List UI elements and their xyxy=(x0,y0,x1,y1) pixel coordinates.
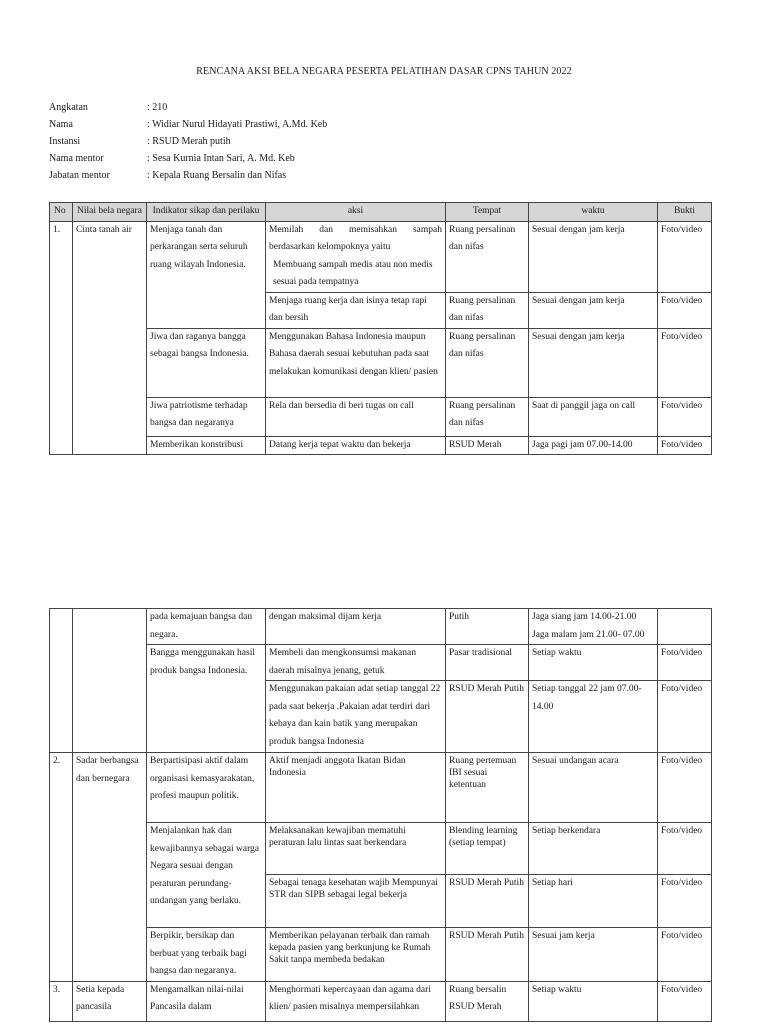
cell-tempat: RSUD Merah xyxy=(446,436,529,455)
table-row xyxy=(50,436,712,455)
cell-waktu: Sesuai dengan jam kerja xyxy=(529,221,658,292)
info-row xyxy=(49,167,327,184)
info-row xyxy=(49,133,327,150)
cell-aksi: dengan maksimal dijam kerja xyxy=(266,609,446,645)
cell-tempat: RSUD Merah Putih xyxy=(446,681,529,753)
info-label: Instansi xyxy=(49,136,81,147)
header-tempat: Tempat xyxy=(446,203,529,222)
table-row xyxy=(50,609,712,645)
cell-no: 1. xyxy=(50,221,73,455)
cell-bukti: Foto/video xyxy=(658,328,712,397)
info-block xyxy=(49,99,327,184)
table-row xyxy=(50,928,712,982)
header-aksi: aksi xyxy=(266,203,446,222)
cell-indikator: Berpartisipasi aktif dalam organisasi kemasyarakatan, profesi maupun politik. xyxy=(147,753,266,823)
info-row xyxy=(49,150,327,167)
document-title: RENCANA AKSI BELA NEGARA PESERTA PELATIHAN DASAR CPNS TAHUN 2022 xyxy=(196,66,572,77)
info-value: : 210 xyxy=(147,102,168,113)
cell-waktu: Sesuai jam kerja xyxy=(529,928,658,982)
cell-waktu: Setiap waktu xyxy=(529,645,658,681)
cell-nilai: Setia kepada pancasila xyxy=(73,981,147,1021)
cell-tempat: Ruang persalinan dan nifas xyxy=(446,221,529,292)
cell-waktu: Setiap hari xyxy=(529,875,658,928)
cell-waktu: Setiap tanggal 22 jam 07.00-14.00 xyxy=(529,681,658,753)
cell-indikator: Memberikan konstribusi xyxy=(147,436,266,455)
waktu-line: Jaga malam jam 21.00- 07.00 xyxy=(532,629,645,640)
cell-aksi: Memberikan pelayanan terbaik dan ramah kepada pasien yang berkunjung ke Rumah Sakit tanpa membeda bedakan xyxy=(266,928,446,982)
cell-indikator: Berpikir, bersikap dan berbuat yang terbaik bagi bangsa dan negaranya. xyxy=(147,928,266,982)
cell-indikator: Mengamalkan nilai-nilai Pancasila dalam xyxy=(147,981,266,1021)
cell-bukti: Foto/video xyxy=(658,645,712,681)
cell-nilai xyxy=(73,609,147,753)
info-label: Jabatan mentor xyxy=(49,170,110,181)
cell-indikator: Menjalankan hak dan kewajibannya sebagai warga Negara sesuai dengan peraturan perundang-undangan yang berlaku. xyxy=(147,823,266,928)
cell-indikator: Jiwa dan raganya bangga sebagai bangsa Indonesia. xyxy=(147,328,266,397)
info-label: Nama xyxy=(49,119,73,130)
cell-waktu: Sesuai dengan jam kerja xyxy=(529,328,658,397)
table-header-row xyxy=(50,203,712,222)
cell-nilai: Sadar berbangsa dan bernegara xyxy=(73,753,147,982)
cell-bukti: Foto/video xyxy=(658,753,712,823)
cell-bukti: Foto/video xyxy=(658,823,712,875)
cell-waktu: Saat di panggil jaga on call xyxy=(529,397,658,436)
cell-waktu: Sesuai dengan jam kerja xyxy=(529,292,658,328)
cell-waktu: Sesuai undangan acara xyxy=(529,753,658,823)
cell-waktu: Setiap berkendara xyxy=(529,823,658,875)
info-label: Angkatan xyxy=(49,102,88,113)
cell-tempat: Ruang persalinan dan nifas xyxy=(446,292,529,328)
cell-aksi: Rela dan bersedia di beri tugas on call xyxy=(266,397,446,436)
info-row xyxy=(49,99,327,116)
cell-tempat: Blending learning (setiap tempat) xyxy=(446,823,529,875)
info-value: : Widiar Nurul Hidayati Prastiwi, A.Md. Keb xyxy=(147,119,328,130)
cell-aksi: Menghormati kepercayaan dan agama dari klien/ pasien misalnya mempersilahkan xyxy=(266,981,446,1021)
table-row xyxy=(50,645,712,681)
cell-tempat: Putih xyxy=(446,609,529,645)
table-row xyxy=(50,328,712,397)
cell-tempat: Ruang persalinan dan nifas xyxy=(446,397,529,436)
info-label: Nama mentor xyxy=(49,153,104,164)
cell-no: 3. xyxy=(50,981,73,1021)
cell-bukti: Foto/video xyxy=(658,681,712,753)
cell-bukti: Foto/video xyxy=(658,397,712,436)
cell-indikator: Menjaga tanah dan perkarangan serta seluruh ruang wilayah Indonesia. xyxy=(147,221,266,328)
cell-waktu xyxy=(529,609,658,645)
info-value: : Kepala Ruang Bersalin dan Nifas xyxy=(147,170,287,181)
action-plan-table-page-2 xyxy=(49,608,712,1022)
info-row xyxy=(49,116,327,133)
cell-indikator: pada kemajuan bangsa dan negara. xyxy=(147,609,266,645)
cell-indikator: Jiwa patriotisme terhadap bangsa dan negaranya xyxy=(147,397,266,436)
cell-no: 2. xyxy=(50,753,73,982)
table-row xyxy=(50,397,712,436)
table-row xyxy=(50,981,712,1021)
cell-waktu: Jaga pagi jam 07.00-14.00 xyxy=(529,436,658,455)
header-no: No xyxy=(50,203,73,222)
cell-aksi: Melaksanakan kewajiban mematuhi peraturan lalu lintas saat berkendara xyxy=(266,823,446,875)
cell-tempat: Pasar tradisional xyxy=(446,645,529,681)
cell-aksi: Membeli dan mengkonsumsi makanan daerah misalnya jenang, getuk xyxy=(266,645,446,681)
table-row xyxy=(50,221,712,292)
cell-aksi: Aktif menjadi anggota Ikatan Bidan Indonesia xyxy=(266,753,446,823)
info-value: : RSUD Merah putih xyxy=(147,136,231,147)
header-bukti: Bukti xyxy=(658,203,712,222)
cell-bukti: Foto/video xyxy=(658,875,712,928)
cell-aksi: Menggunakan pakaian adat setiap tanggal 22 pada saat bekerja .Pakaian adat terdiri dari kebaya dan kain batik yang merupakan produk bangsa Indonesia xyxy=(266,681,446,753)
cell-indikator: Bangga menggunakan hasil produk bangsa Indonesia. xyxy=(147,645,266,753)
table-row xyxy=(50,823,712,875)
cell-aksi xyxy=(266,221,446,292)
cell-bukti: Foto/video xyxy=(658,436,712,455)
cell-bukti: Foto/video xyxy=(658,221,712,292)
cell-tempat: Ruang bersalin RSUD Merah xyxy=(446,981,529,1021)
aksi-line: Membuang sampah medis atau non medis sesuai pada tempatnya xyxy=(273,259,433,287)
cell-tempat: Ruang pertemuan IBI sesuai ketentuan xyxy=(446,753,529,823)
cell-aksi: Menjaga ruang kerja dan isinya tetap rapi dan bersih xyxy=(266,292,446,328)
aksi-line: Memilah dan memisahkan sampah berdasarkan kelompoknya yaitu xyxy=(269,224,442,252)
cell-tempat: RSUD Merah Putih xyxy=(446,875,529,928)
info-value: : Sesa Kurnia Intan Sari, A. Md. Keb xyxy=(147,153,295,164)
header-waktu: waktu xyxy=(529,203,658,222)
action-plan-table-page-1 xyxy=(49,202,712,455)
cell-bukti xyxy=(658,609,712,645)
cell-no xyxy=(50,609,73,753)
cell-nilai: Cinta tanah air xyxy=(73,221,147,455)
cell-tempat: RSUD Merah Putih xyxy=(446,928,529,982)
cell-aksi: Menggunakan Bahasa Indonesia maupun Bahasa daerah sesuai kebutuhan pada saat melakukan komunikasi dengan klien/ pasien xyxy=(266,328,446,397)
header-nilai-bela-negara: Nilai bela negara xyxy=(73,203,147,222)
waktu-line: Jaga siang jam 14.00-21.00 xyxy=(532,612,637,622)
cell-bukti: Foto/video xyxy=(658,981,712,1021)
cell-waktu: Setiap waktu xyxy=(529,981,658,1021)
cell-aksi: Sebagai tenaga kesehatan wajib Mempunyai STR dan SIPB sebagai legal bekerja xyxy=(266,875,446,928)
cell-aksi: Datang kerja tepat waktu dan bekerja xyxy=(266,436,446,455)
header-indikator: Indikator sikap dan perilaku xyxy=(147,203,266,222)
cell-bukti: Foto/video xyxy=(658,928,712,982)
cell-tempat: Ruang persalinan dan nifas xyxy=(446,328,529,397)
table-row xyxy=(50,753,712,823)
cell-bukti: Foto/video xyxy=(658,292,712,328)
